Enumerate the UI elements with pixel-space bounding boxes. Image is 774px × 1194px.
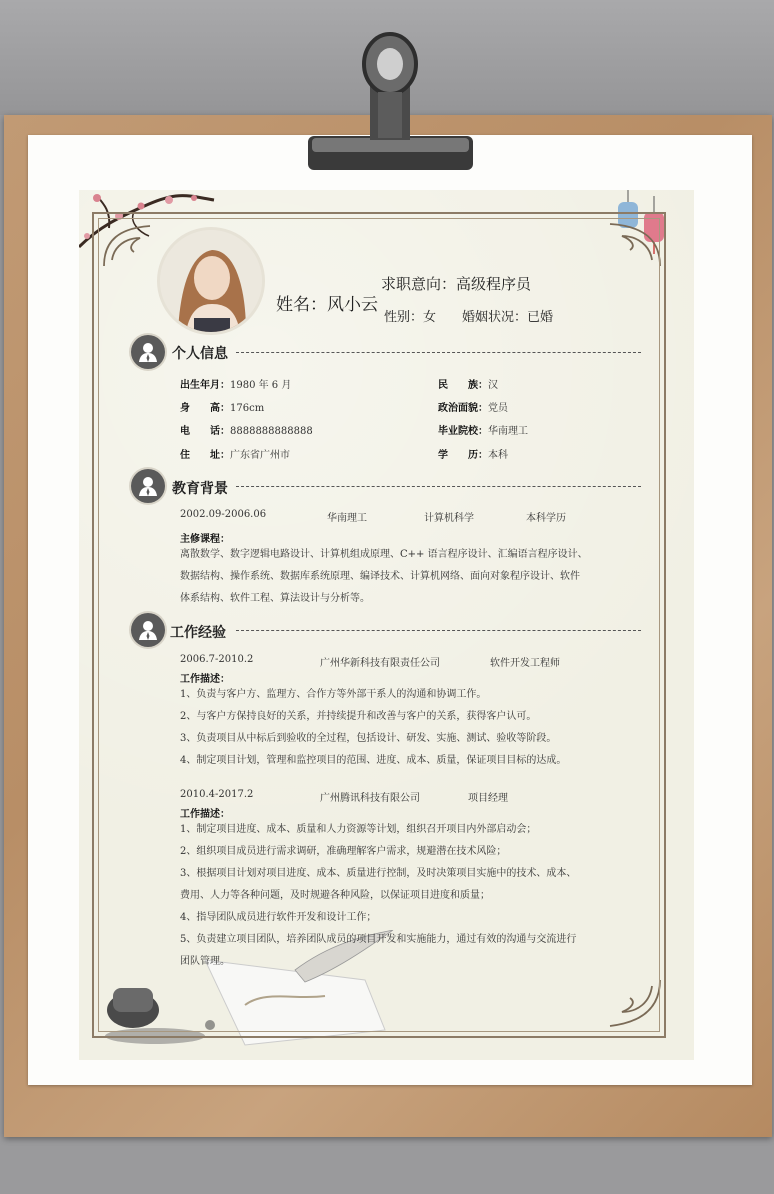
- section-title-work: 工作经验: [170, 625, 226, 641]
- basic-meta: [384, 306, 553, 325]
- info-label: 政治面貌：: [438, 403, 488, 414]
- job-intent: 求职意向：高级程序员: [381, 275, 532, 293]
- job-desc-line: 费用、人力等各种问题，及时规避各种风险，以保证项目进度和质量；: [180, 890, 490, 901]
- section-divider: [236, 486, 641, 487]
- info-row: [180, 422, 313, 437]
- info-label: 身 高：: [180, 403, 230, 414]
- course-line: 数据结构、操作系统、数据库系统原理、编译技术、计算机网络、面向对象程序设计、软件: [180, 571, 580, 582]
- info-value: 汉: [488, 380, 498, 391]
- info-label: 毕业院校：: [438, 426, 488, 437]
- courses-label: 主修课程：: [180, 534, 230, 545]
- info-row: [438, 446, 508, 461]
- portrait-image: [160, 230, 262, 332]
- course-line: 离散数学、数字逻辑电路设计、计算机组成原理、C++ 语言程序设计、汇编语言程序设计、: [180, 549, 588, 560]
- info-label: 学 历：: [438, 450, 488, 461]
- job-position: 软件开发工程师: [490, 658, 560, 669]
- section-title-personal: 个人信息: [172, 346, 228, 362]
- person-icon: [131, 613, 165, 647]
- job-position: 项目经理: [468, 793, 508, 804]
- section-divider: [236, 630, 641, 631]
- info-value: 广东省广州市: [230, 450, 290, 461]
- job-desc-line: 1、负责与客户方、监理方、合作方等外部干系人的沟通和协调工作。: [180, 689, 487, 700]
- info-label: 住 址：: [180, 450, 230, 461]
- education-major: 计算机科学: [424, 513, 474, 524]
- education-period: 2002.09-2006.06: [180, 509, 267, 520]
- section-divider: [236, 352, 641, 353]
- info-row: [438, 422, 528, 437]
- job-desc-line: 2、组织项目成员进行需求调研，准确理解客户需求，规避潜在技术风险；: [180, 846, 507, 857]
- gender-label: 性别：女: [384, 310, 437, 325]
- job-period: 2010.4-2017.2: [180, 789, 254, 800]
- binder-clip-icon: [308, 28, 473, 178]
- education-school: 华南理工: [327, 513, 367, 524]
- job-period: 2006.7-2010.2: [180, 654, 254, 665]
- info-value: 华南理工: [488, 426, 528, 437]
- info-row: [180, 376, 291, 391]
- info-value: 1980 年 6 月: [230, 380, 292, 391]
- person-icon: [131, 335, 165, 369]
- job-desc-line: 5、负责建立项目团队，培养团队成员的项目开发和实施能力，通过有效的沟通与交流进行: [180, 934, 577, 945]
- info-row: [180, 399, 264, 414]
- job-desc-line: 团队管理。: [180, 956, 230, 967]
- job-desc: [180, 819, 576, 973]
- course-line: 体系结构、软件工程、算法设计与分析等。: [180, 593, 370, 604]
- info-value: 8888888888888: [230, 426, 313, 437]
- name-label: 姓名：风小云: [276, 295, 378, 315]
- job-desc-line: 2、与客户方保持良好的关系，并持续提升和改善与客户的关系，获得客户认可。: [180, 711, 537, 722]
- info-label: 民 族：: [438, 380, 488, 391]
- person-icon: [131, 469, 165, 503]
- info-label: 电 话：: [180, 426, 230, 437]
- job-desc-label: 工作描述：: [180, 674, 230, 685]
- info-value: 本科: [488, 450, 508, 461]
- job-desc-line: 4、制定项目计划，管理和监控项目的范围、进度、成本、质量，保证项目目标的达成。: [180, 755, 567, 766]
- job-desc-line: 1、制定项目进度、成本、质量和人力资源等计划，组织召开项目内外部启动会；: [180, 824, 537, 835]
- job-company: 广州华新科技有限责任公司: [320, 658, 440, 669]
- job-desc-line: 3、根据项目计划对项目进度、成本、质量进行控制，及时决策项目实施中的技术、成本、: [180, 868, 577, 879]
- info-row: [438, 376, 498, 391]
- job-desc-label: 工作描述：: [180, 809, 230, 820]
- info-value: 党员: [488, 403, 508, 414]
- job-desc-line: 3、负责项目从中标后到验收的全过程，包括设计、研发、实施、测试、验收等阶段。: [180, 733, 557, 744]
- section-title-education: 教育背景: [172, 481, 228, 497]
- education-degree: 本科学历: [526, 513, 566, 524]
- info-value: 176cm: [230, 403, 265, 414]
- info-label: 出生年月：: [180, 380, 230, 391]
- job-company: 广州腾讯科技有限公司: [320, 793, 420, 804]
- avatar: [157, 227, 265, 335]
- info-row: [438, 399, 508, 414]
- info-row: [180, 446, 290, 461]
- job-desc: [180, 684, 566, 772]
- courses-list: [180, 544, 588, 610]
- job-desc-line: 4、指导团队成员进行软件开发和设计工作；: [180, 912, 377, 923]
- marital-label: 婚姻状况：已婚: [462, 310, 554, 325]
